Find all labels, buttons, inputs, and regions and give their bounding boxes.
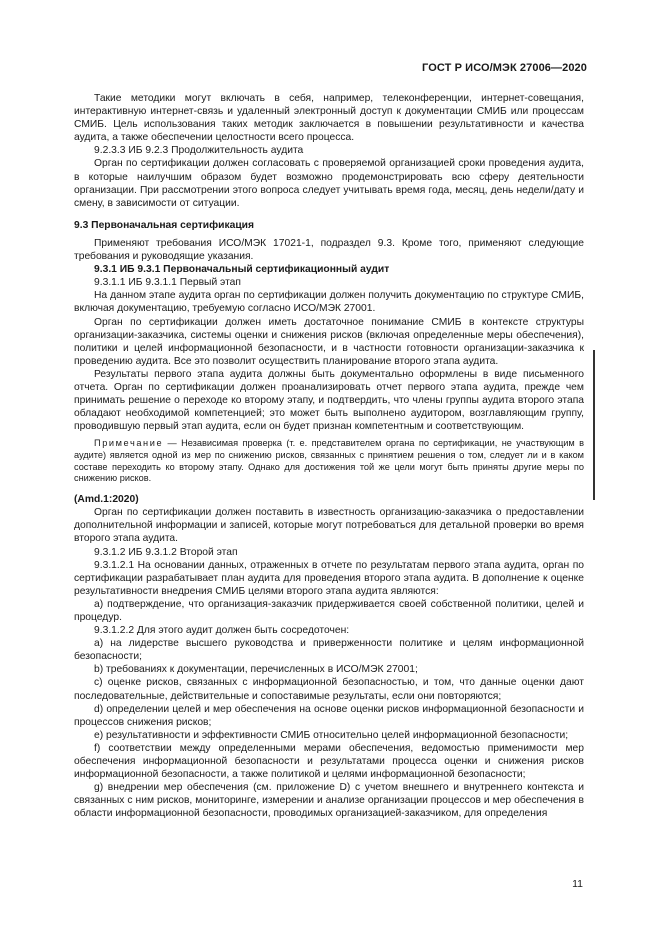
subsection-title: 9.2.3.3 ИБ 9.2.3 Продолжительность аудита <box>94 145 304 157</box>
note <box>74 438 584 485</box>
section-heading: 9.3 Первоначальная сертификация <box>74 219 255 231</box>
subsection-heading: 9.3.1 ИБ 9.3.1 Первоначальный сертификационный аудит <box>94 264 390 276</box>
list-item: g) внедрении мер обеспечения (см. приложение D) с учетом внешнего и внутреннего контекста и связанных с ним рисков, мониторинге, измерении и анализе организации процессов и мер обеспечения в области информационной безопасности, проводимых организацией-заказчиком, для определения <box>74 782 584 820</box>
page-number: 11 <box>572 878 583 890</box>
paragraph: 9.3.1.2.1 На основании данных, отраженных в отчете по результатам первого этапа аудита, орган по сертификации разрабатывает план аудита для проведения второго этапа аудита. В дополнение к оценке результативности внедрения СМИБ целями второго этапа аудита являются: <box>74 559 584 597</box>
note-text: — Независимая проверка (т. е. представителем органа по сертификации, не участвующим в аудите) является одной из мер по снижению рисков, связанных с принятием решения о том, следует ли и в каком составе переходить ко второму этапу. Однако для достижения той же цели могут быть приняты другие меры по снижению рисков. <box>74 438 584 484</box>
revision-bar <box>593 350 595 500</box>
subsection-title: 9.3.1.2 ИБ 9.3.1.2 Второй этап <box>94 546 238 558</box>
document-body <box>74 92 584 821</box>
paragraph: Орган по сертификации должен поставить в известность организацию-заказчика о предоставлении дополнительной информации и записей, которые могут потребоваться для детальной проверки во время второго этапа аудита. <box>74 507 584 545</box>
list-item: с) оценке рисков, связанных с информационной безопасностью, и том, что данные оценки дают последовательные, действительные и сопоставимые результаты, если они повторяются; <box>74 677 584 702</box>
amendment-label: (Amd.1:2020) <box>74 494 139 506</box>
list-item: f) соответствии между определенными мерами обеспечения, ведомостью применимости мер обеспечения информационной безопасности и результатами процесса оценки и снижения рисков информационной безопасности, а также политикой и целями информационной безопасности; <box>74 742 584 781</box>
subsection-title: 9.3.1.1 ИБ 9.3.1.1 Первый этап <box>94 277 241 289</box>
list-item: а) на лидерстве высшего руководства и приверженности политике и целям информационной безопасности; <box>74 638 584 663</box>
paragraph: На данном этапе аудита орган по сертификации должен получить документацию по структуре СМИБ, включая документацию, требуемую согласно ИСО/МЭК 27001. <box>74 290 584 315</box>
paragraph: 9.3.1.2.2 Для этого аудит должен быть сосредоточен: <box>94 625 350 637</box>
list-item: а) подтверждение, что организация-заказчик придерживается своей собственной политики, целей и процедур. <box>74 598 584 623</box>
page-header-title: ГОСТ Р ИСО/МЭК 27006—2020 <box>422 62 587 74</box>
list-item: b) требованиях к документации, перечисленных в ИСО/МЭК 27001; <box>94 664 418 676</box>
paragraph: Орган по сертификации должен иметь достаточное понимание СМИБ в контексте структуры организации-заказчика, системы оценки и снижения рисков (включая определенные меры обеспечения), политики и целей информационной безопасности, и в частности готовности организации-заказчика к проведению аудита. Все это позволит осуществить планирование второго этапа аудита. <box>74 316 584 367</box>
paragraph: Результаты первого этапа аудита должны быть документально оформлены в виде письменного отчета. Орган по сертификации должен проанализировать отчет первого этапа аудита, прежде чем принимать решение о переходе ко второму этапу, и подтвердить, что члены группы аудита второго этапа обладают необходимой компетенцией; это может быть выполнено аудитором, возглавляющим группу, проводившую первый этап аудита, если он будет признан компетентным и соответствующим. <box>74 368 584 433</box>
paragraph: Применяют требования ИСО/МЭК 17021-1, подраздел 9.3. Кроме того, применяют следующие требования и руководящие указания. <box>74 237 584 263</box>
list-item: d) определении целей и мер обеспечения на основе оценки рисков информационной безопасности и процессов снижения рисков; <box>74 703 584 728</box>
paragraph: Орган по сертификации должен согласовать с проверяемой организацией сроки проведения аудита, в которые наилучшим образом будет возможно продемонстрировать всю сферу деятельности организации. При рассмотрении этого вопроса следует учитывать время года, месяц, день недели/дату и смену, в зависимости от ситуации. <box>74 158 584 209</box>
note-label: Примечание <box>94 438 164 449</box>
list-item: е) результативности и эффективности СМИБ относительно целей информационной безопасности; <box>94 729 569 741</box>
paragraph: Такие методики могут включать в себя, например, телеконференции, интернет-совещания, интерактивную интернет-связь и удаленный электронный доступ к документации СМИБ или процессам СМИБ. Цель использования таких методик заключается в повышении результативности и качества аудита, а также обеспечении целостности всего процесса. <box>74 93 584 144</box>
